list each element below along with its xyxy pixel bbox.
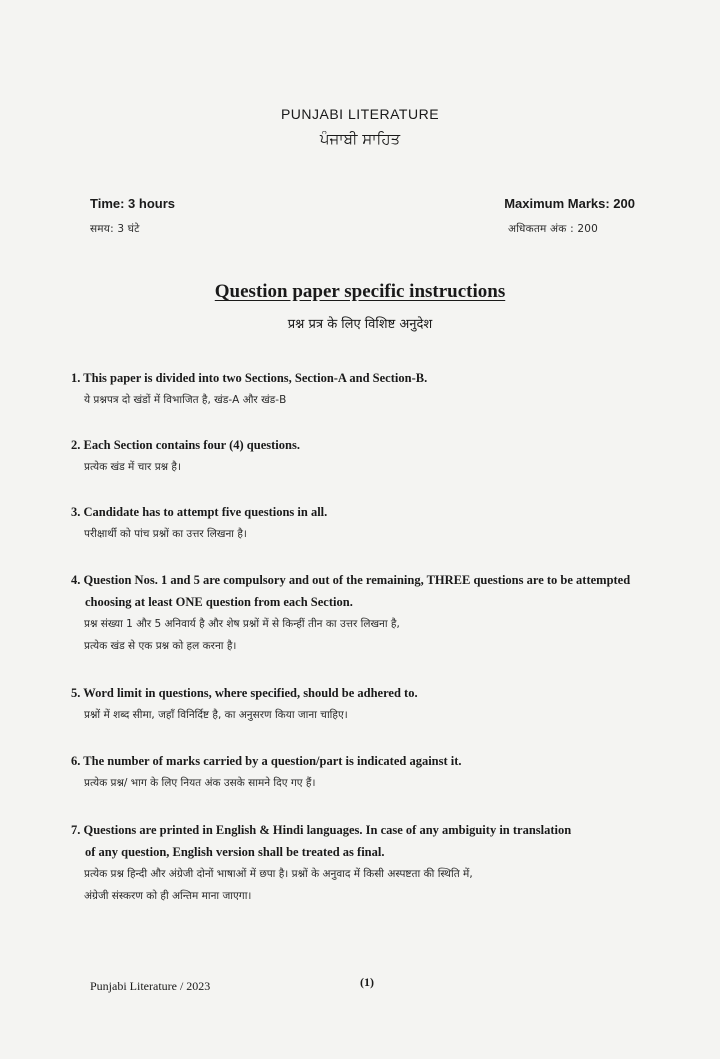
instruction-text: 4. Question Nos. 1 and 5 are compulsory and out of the remaining, THREE questions are to be attempted <box>71 573 631 587</box>
time-label: Time: 3 hours <box>90 196 176 211</box>
footer-subject: Punjabi Literature / 2023 <box>90 979 211 993</box>
instructions-heading: Question paper specific instructions <box>214 281 506 302</box>
instruction-item-5 <box>71 682 671 726</box>
page-number: (1) <box>360 975 374 989</box>
instruction-item-7 <box>71 819 671 907</box>
time-label-hindi: समय: 3 घंटे <box>90 223 140 235</box>
instruction-text-hindi: प्रश्नों में शब्द सीमा, जहाँ विनिर्दिष्ट है, का अनुसरण किया जाना चाहिए। <box>84 709 348 721</box>
instruction-text-hindi: प्रत्येक प्रश्न/ भाग के लिए नियत अंक उसके सामने दिए गए हैं। <box>84 777 316 789</box>
instruction-text: 7. Questions are printed in English & Hindi languages. In case of any ambiguity in translation <box>71 823 572 837</box>
instruction-item-3 <box>71 501 671 545</box>
instruction-text: 1. This paper is divided into two Sections, Section-A and Section-B. <box>71 371 428 385</box>
instruction-item-2 <box>71 434 671 478</box>
instruction-text: 2. Each Section contains four (4) questions. <box>71 438 300 452</box>
instruction-text-hindi-cont: प्रत्येक खंड से एक प्रश्न को हल करना है। <box>84 640 237 652</box>
instruction-text-hindi: प्रत्येक खंड में चार प्रश्न है। <box>84 461 181 473</box>
instruction-text-hindi: प्रत्येक प्रश्न हिन्दी और अंग्रेजी दोनों भाषाओं में छपा है। प्रश्नों के अनुवाद में किसी अस्पष्टता की स्थिति में, <box>84 868 473 880</box>
instruction-item-6 <box>71 750 671 794</box>
instruction-text: 3. Candidate has to attempt five questions in all. <box>71 505 328 519</box>
instruction-text-cont: of any question, English version shall be treated as final. <box>85 845 385 859</box>
instruction-text: 6. The number of marks carried by a question/part is indicated against it. <box>71 754 462 768</box>
paper-title: PUNJABI LITERATURE <box>280 106 440 122</box>
instruction-text-hindi: परीक्षार्थी को पांच प्रश्नों का उत्तर लिखना है। <box>84 528 247 540</box>
instruction-text: 5. Word limit in questions, where specified, should be adhered to. <box>71 686 418 700</box>
paper-title-punjabi: ਪੰਜਾਬੀ ਸਾਹਿਤ <box>319 130 401 148</box>
instruction-text-hindi-cont: अंग्रेजी संस्करण को ही अन्तिम माना जाएगा। <box>84 890 252 902</box>
max-marks-label-hindi: अधिकतम अंक : 200 <box>507 223 598 235</box>
instruction-text-cont: choosing at least ONE question from each Section. <box>85 595 353 609</box>
instructions-heading-hindi: प्रश्न प्रत्र के लिए विशिष्ट अनुदेश <box>287 317 433 332</box>
instruction-item-4 <box>71 569 671 657</box>
instruction-text-hindi: ये प्रश्नपत्र दो खंडों में विभाजित है, खंड-A और खंड-B <box>84 394 287 406</box>
max-marks-label: Maximum Marks: 200 <box>504 196 635 211</box>
instruction-item-1 <box>71 367 671 411</box>
instruction-text-hindi: प्रश्न संख्या 1 और 5 अनिवार्य है और शेष प्रश्नों में से किन्हीं तीन का उत्तर लिखना है, <box>84 618 400 630</box>
